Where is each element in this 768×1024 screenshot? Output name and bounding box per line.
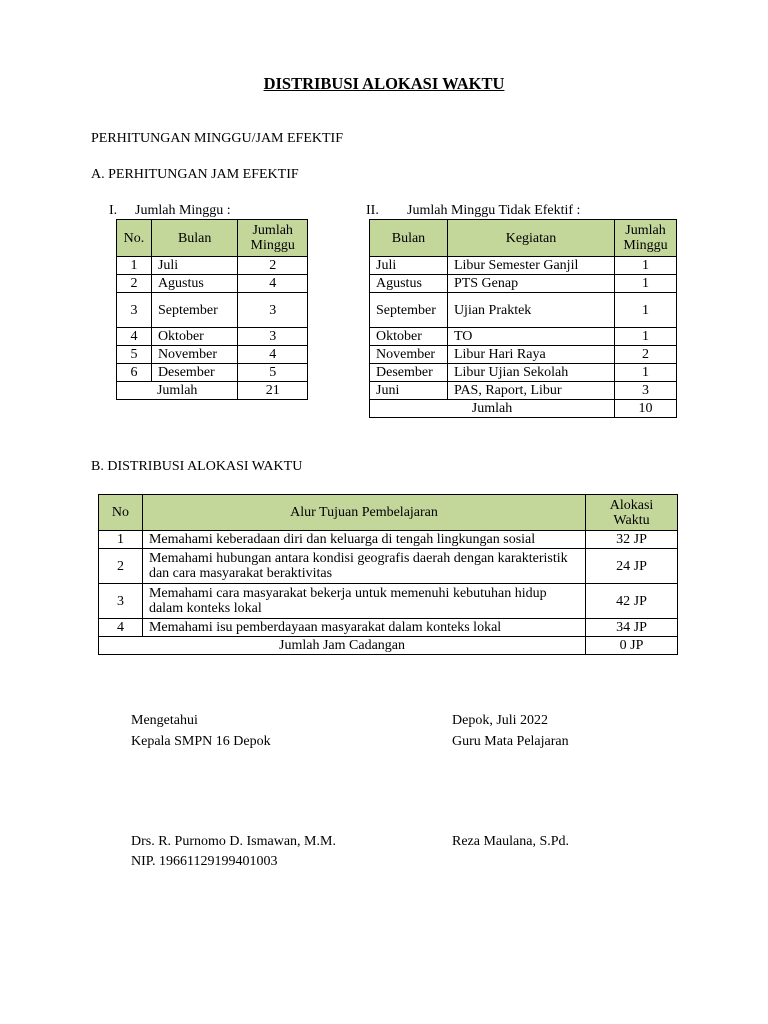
table-row — [370, 293, 677, 328]
cell-kegiatan: Libur Semester Ganjil — [447, 257, 614, 275]
cell-jumlah: 1 — [615, 293, 677, 328]
cell-alur: Memahami cara masyarakat bekerja untuk memenuhi kebutuhan hidup dalam konteks lokal — [142, 584, 585, 619]
cell-no: 4 — [99, 619, 143, 637]
non-effective-weeks-table — [369, 219, 677, 418]
total-label: Jumlah Jam Cadangan — [99, 637, 586, 655]
table1-label-number: I. — [109, 203, 118, 218]
table-row — [117, 293, 308, 328]
table-total-row — [117, 382, 308, 400]
header-alokasi: Alokasi Waktu — [586, 495, 678, 531]
table-row — [370, 275, 677, 293]
cell-alur: Memahami hubungan antara kondisi geografis daerah dengan karakteristik dan cara masyarakat beraktivitas — [142, 549, 585, 584]
table1-label: Jumlah Minggu : — [135, 203, 231, 218]
cell-jumlah: 4 — [238, 346, 308, 364]
cell-no: 2 — [117, 275, 152, 293]
table-row — [99, 584, 678, 619]
cell-alokasi: 24 JP — [586, 549, 678, 584]
table-row — [370, 346, 677, 364]
table-row — [117, 328, 308, 346]
cell-no: 2 — [99, 549, 143, 584]
signature-left-nip: NIP. 19661129199401003 — [131, 854, 278, 869]
cell-no: 3 — [99, 584, 143, 619]
table-header-row — [117, 220, 308, 257]
table-total-row — [370, 400, 677, 418]
subtitle: PERHITUNGAN MINGGU/JAM EFEKTIF — [91, 131, 343, 146]
cell-jumlah: 5 — [238, 364, 308, 382]
cell-bulan: November — [370, 346, 448, 364]
cell-bulan: Agustus — [370, 275, 448, 293]
total-value: 10 — [615, 400, 677, 418]
table-row — [370, 364, 677, 382]
cell-bulan: September — [370, 293, 448, 328]
section-b-heading: B. DISTRIBUSI ALOKASI WAKTU — [91, 459, 303, 474]
cell-alokasi: 34 JP — [586, 619, 678, 637]
signature-left-line2: Kepala SMPN 16 Depok — [131, 734, 271, 749]
cell-bulan: Desember — [370, 364, 448, 382]
cell-kegiatan: Libur Ujian Sekolah — [447, 364, 614, 382]
cell-kegiatan: PTS Genap — [447, 275, 614, 293]
effective-weeks-table — [116, 219, 308, 400]
cell-alokasi: 32 JP — [586, 531, 678, 549]
header-no: No — [99, 495, 143, 531]
table-header-row — [370, 220, 677, 257]
cell-jumlah: 1 — [615, 275, 677, 293]
cell-jumlah: 1 — [615, 328, 677, 346]
header-jumlah-minggu: Jumlah Minggu — [615, 220, 677, 257]
cell-jumlah: 2 — [615, 346, 677, 364]
time-allocation-table — [98, 494, 678, 655]
cell-kegiatan: Ujian Praktek — [447, 293, 614, 328]
cell-kegiatan: PAS, Raport, Libur — [447, 382, 614, 400]
table-row — [117, 275, 308, 293]
cell-jumlah: 2 — [238, 257, 308, 275]
table-row — [370, 382, 677, 400]
table-row — [99, 531, 678, 549]
cell-no: 1 — [117, 257, 152, 275]
table-total-row — [99, 637, 678, 655]
cell-kegiatan: TO — [447, 328, 614, 346]
table-row — [117, 257, 308, 275]
section-a-heading: A. PERHITUNGAN JAM EFEKTIF — [91, 167, 299, 182]
cell-alokasi: 42 JP — [586, 584, 678, 619]
table2-label-number: II. — [366, 203, 379, 218]
cell-jumlah: 3 — [238, 328, 308, 346]
signature-right-line1: Depok, Juli 2022 — [452, 713, 549, 728]
total-value: 0 JP — [586, 637, 678, 655]
table-row — [117, 364, 308, 382]
cell-no: 3 — [117, 293, 152, 328]
cell-bulan: Juli — [151, 257, 237, 275]
header-bulan: Bulan — [370, 220, 448, 257]
cell-no: 5 — [117, 346, 152, 364]
cell-bulan: Oktober — [151, 328, 237, 346]
signature-left-name: Drs. R. Purnomo D. Ismawan, M.M. — [131, 834, 336, 849]
table-header-row — [99, 495, 678, 531]
cell-no: 6 — [117, 364, 152, 382]
table-row — [117, 346, 308, 364]
cell-alur: Memahami keberadaan diri dan keluarga di tengah lingkungan sosial — [142, 531, 585, 549]
cell-no: 4 — [117, 328, 152, 346]
header-alur: Alur Tujuan Pembelajaran — [142, 495, 585, 531]
cell-kegiatan: Libur Hari Raya — [447, 346, 614, 364]
cell-bulan: Agustus — [151, 275, 237, 293]
signature-right-line2: Guru Mata Pelajaran — [452, 734, 569, 749]
signature-left-line1: Mengetahui — [131, 713, 198, 728]
cell-jumlah: 1 — [615, 364, 677, 382]
cell-bulan: Oktober — [370, 328, 448, 346]
total-label: Jumlah — [117, 382, 238, 400]
cell-jumlah: 1 — [615, 257, 677, 275]
signature-right-name: Reza Maulana, S.Pd. — [452, 834, 570, 849]
total-value: 21 — [238, 382, 308, 400]
table-row — [99, 619, 678, 637]
cell-bulan: November — [151, 346, 237, 364]
cell-bulan: Juni — [370, 382, 448, 400]
cell-jumlah: 3 — [238, 293, 308, 328]
header-kegiatan: Kegiatan — [447, 220, 614, 257]
header-jumlah-minggu: Jumlah Minggu — [238, 220, 308, 257]
cell-bulan: Juli — [370, 257, 448, 275]
cell-no: 1 — [99, 531, 143, 549]
cell-bulan: September — [151, 293, 237, 328]
table-row — [99, 549, 678, 584]
document-title: DISTRIBUSI ALOKASI WAKTU — [263, 74, 505, 93]
cell-jumlah: 3 — [615, 382, 677, 400]
header-bulan: Bulan — [151, 220, 237, 257]
table-row — [370, 328, 677, 346]
total-label: Jumlah — [370, 400, 615, 418]
table2-label: Jumlah Minggu Tidak Efektif : — [407, 203, 581, 218]
cell-alur: Memahami isu pemberdayaan masyarakat dalam konteks lokal — [142, 619, 585, 637]
header-no: No. — [117, 220, 152, 257]
table-row — [370, 257, 677, 275]
cell-jumlah: 4 — [238, 275, 308, 293]
cell-bulan: Desember — [151, 364, 237, 382]
